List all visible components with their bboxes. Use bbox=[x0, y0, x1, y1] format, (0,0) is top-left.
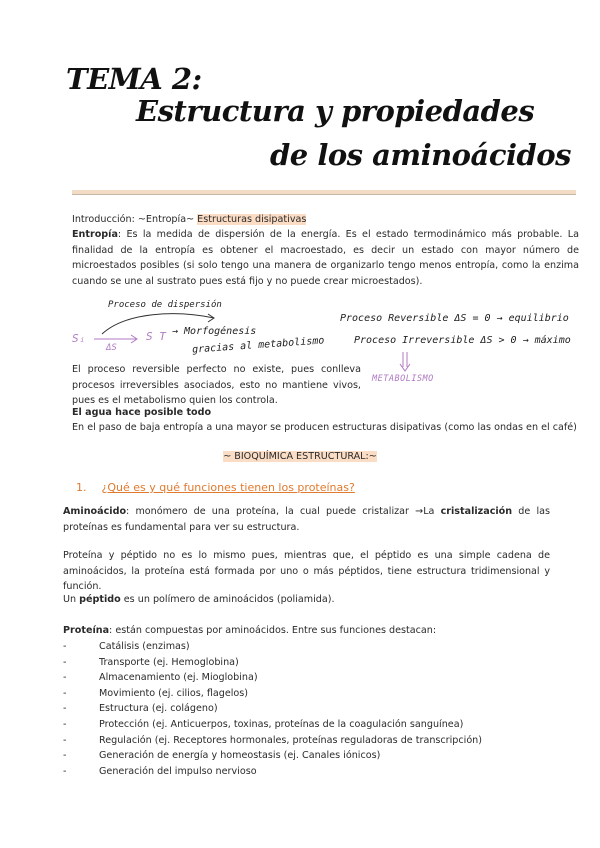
list-item: - Generación de energía y homeostasis (ej. Canales iónicos) bbox=[63, 748, 563, 764]
cristalizacion-term: cristalización bbox=[440, 506, 513, 517]
intro-prefix: Introducción: ~Entropía~ bbox=[72, 214, 198, 225]
process-paragraph: El proceso reversible perfecto no existe, pues conlleva procesos irreversibles asociados, esto no mantiene vivos, pues es el metabolismo quien los controla. bbox=[72, 364, 361, 406]
entropy-term: Entropía bbox=[72, 229, 118, 240]
proteina-text: : están compuestas por aminoácidos. Entre sus funciones destacan: bbox=[109, 625, 437, 636]
peptido-term: péptido bbox=[79, 594, 121, 605]
hand-proceso-dispersion: Proceso de dispersión bbox=[108, 300, 222, 310]
process-arrow bbox=[92, 334, 142, 344]
hand-metabolismo: METABOLISMO bbox=[372, 374, 434, 384]
peptido-pre: Un bbox=[63, 594, 80, 605]
section-title bbox=[0, 449, 600, 465]
intro-line bbox=[72, 212, 532, 228]
hand-s-start: Sᵢ bbox=[72, 332, 86, 345]
list-item: - Protección (ej. Anticuerpos, toxinas, proteínas de la coagulación sanguínea) bbox=[63, 717, 563, 733]
title-line-3: de los aminoácidos bbox=[270, 138, 571, 172]
list-item: - Movimiento (ej. cilios, flagelos) bbox=[63, 686, 563, 702]
peptido-paragraph bbox=[63, 592, 550, 608]
list-item: - Almacenamiento (ej. Mioglobina) bbox=[63, 670, 563, 686]
list-item: - Transporte (ej. Hemoglobina) bbox=[63, 655, 563, 671]
down-arrow-icon bbox=[398, 351, 414, 373]
list-item: - Regulación (ej. Receptores hormonales, proteínas reguladoras de transcripción) bbox=[63, 733, 563, 749]
title-divider bbox=[72, 190, 576, 195]
section-title-text: ~ BIOQUÍMICA ESTRUCTURAL:~ bbox=[223, 451, 377, 462]
proteina-term: Proteína bbox=[63, 625, 110, 636]
aminoacido-term: Aminoácido bbox=[63, 506, 127, 517]
hand-s-end: S T bbox=[146, 330, 166, 343]
list-item: - Generación del impulso nervioso bbox=[63, 764, 563, 780]
aminoacido-text-2: de las proteínas es fundamental para ver su estructura. bbox=[63, 506, 550, 533]
functions-list bbox=[63, 639, 563, 779]
list-item: - Catálisis (enzimas) bbox=[63, 639, 563, 655]
hand-reversible: Proceso Reversible ΔS = 0 → equilibrio bbox=[340, 313, 569, 324]
question-heading bbox=[76, 480, 355, 495]
aminoacido-paragraph bbox=[63, 504, 550, 535]
water-text: En el paso de baja entropía a una mayor se producen estructuras disipativas (como las ondas en el café) bbox=[72, 422, 577, 433]
hand-metabolismo-note: gracias al metabolismo bbox=[191, 335, 325, 356]
water-heading: El agua hace posible todo bbox=[72, 407, 212, 418]
hand-delta-s: ΔS bbox=[106, 343, 117, 353]
aminoacido-text-1: : monómero de una proteína, la cual puede cristalizar →La bbox=[126, 506, 441, 517]
title-line-2: Estructura y propiedades bbox=[136, 94, 535, 128]
entropy-paragraph bbox=[72, 227, 579, 289]
peptido-post: es un polímero de aminoácidos (poliamida). bbox=[120, 594, 335, 605]
hand-morfogenesis: → Morfogénesis bbox=[172, 326, 257, 337]
intro-highlight: Estructuras disipativas bbox=[197, 214, 307, 225]
proteina-peptido-paragraph: Proteína y péptido no es lo mismo pues, mientras que, el péptido es una simple cadena de aminoácidos, la proteína está formada por uno o más péptidos, tiene estructura tridimensional y función. bbox=[63, 550, 550, 592]
question-number: 1. bbox=[76, 481, 87, 494]
title-line-1: TEMA 2: bbox=[66, 62, 202, 96]
list-item: - Estructura (ej. colágeno) bbox=[63, 701, 563, 717]
hand-irreversible: Proceso Irreversible ΔS > 0 → máximo bbox=[354, 335, 571, 346]
entropy-text: : Es la medida de dispersión de la energía. Es el estado termodinámico más probable. La finalidad de la entropía es obtener el macroestado, es decir un estado con mayor número de microestados posibles (si solo tengo una manera de organizarlo tengo menos entropía, como la enzima cuando se une al sustrato pues está fijo y no puede crear microestados). bbox=[72, 229, 579, 287]
proteina-intro bbox=[63, 623, 550, 639]
question-link[interactable]: ¿Qué es y qué funciones tienen los proteínas? bbox=[101, 481, 355, 494]
